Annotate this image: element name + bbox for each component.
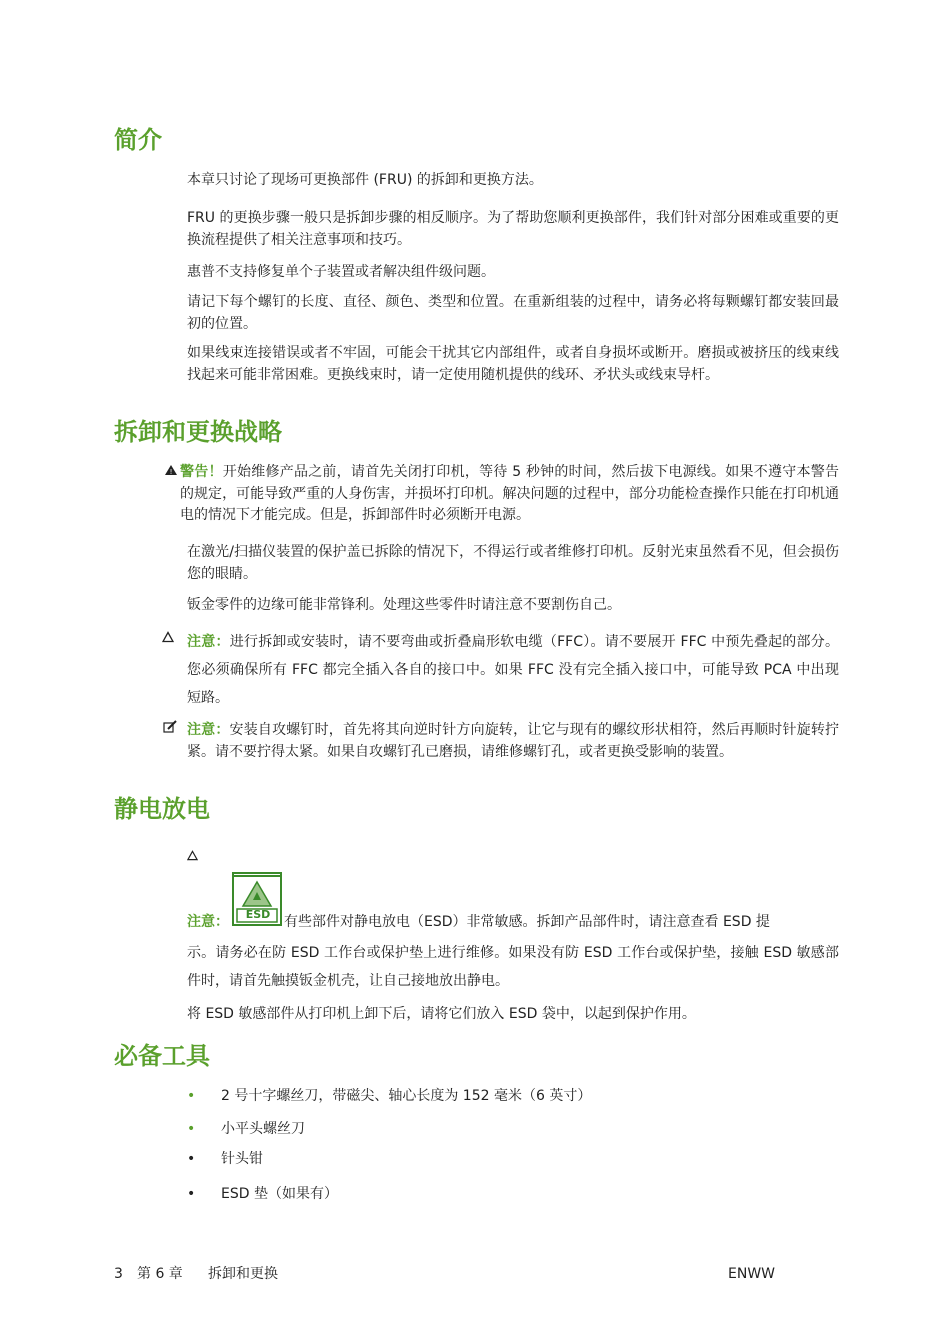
esd-icon [232,872,282,926]
footer-page-number: 3 [114,1266,123,1282]
intro-paragraph-5: 如果线束连接错误或者不牢固，可能会干扰其它内部组件，或者自身损坏或断开。磨损或被挤压的线束线找起来可能非常困难。更换线束时，请一定使用随机提供的线环、矛状头或线束导杆。 [187,345,839,383]
note-screw-block [187,720,839,763]
warning-triangle-icon [164,463,178,483]
section-title-intro: 简介 [114,126,162,154]
caution-triangle-icon [162,630,174,650]
caution-triangle-icon [187,848,198,868]
warning-label: 警告！ [180,464,223,480]
note-label: 注意： [187,722,230,738]
warning-text: 开始维修产品之前，请首先关闭打印机，等待 5 秒钟的时间，然后拔下电源线。如果不遵守本警告的规定，可能导致严重的人身伤害，并损坏打印机。解决问题的过程中，部分功能检查操作只能在打印机通电的情况下才能完成。但是，拆卸部件时必须断开电源。 [180,464,839,523]
section-title-strategy: 拆卸和更换战略 [114,418,282,446]
section-title-tools: 必备工具 [114,1042,210,1070]
bullet-icon: • [187,1088,196,1104]
footer-chapter-title: 拆卸和更换 [208,1266,278,1282]
footer-chapter: 第 6 章 [137,1266,183,1282]
note-text: 安装自攻螺钉时，首先将其向逆时针方向旋转，让它与现有的螺纹形状相符，然后再顺时针旋转拧紧。请不要拧得太紧。如果自攻螺钉孔已磨损，请维修螺钉孔，或者更换受影响的装置。 [187,722,840,760]
note-pencil-icon [163,720,177,741]
svg-text:!: ! [169,468,173,476]
intro-paragraph-3: 惠普不支持修复单个子装置或者解决组件级问题。 [187,264,495,280]
warning-block [180,462,839,527]
bullet-icon: • [187,1121,196,1137]
section-title-esd: 静电放电 [114,795,210,823]
esd-icon-label: ESD [245,908,271,921]
strategy-paragraph-1: 在激光/扫描仪装置的保护盖已拆除的情况下，不得运行或者维修打印机。反射光束虽然看不见，但会损伤您的眼睛。 [187,544,839,582]
intro-paragraph-1: 本章只讨论了现场可更换部件 (FRU) 的拆卸和更换方法。 [187,172,543,188]
caution-text: 进行拆卸或安装时，请不要弯曲或折叠扁形软电缆（FFC）。请不要展开 FFC 中预先叠起的部分。您必须确保所有 FFC 都完全插入各自的接口中。如果 FFC 没有完全插入接口中，可能导致 PCA 中出现短路。 [187,634,840,706]
strategy-paragraph-2: 钣金零件的边缘可能非常锋利。处理这些零件时请注意不要割伤自己。 [187,597,621,613]
intro-paragraph-2: FRU 的更换步骤一般只是拆卸步骤的相反顺序。为了帮助您顺利更换部件，我们针对部分困难或重要的更换流程提供了相关注意事项和技巧。 [187,210,839,248]
esd-caution-line1: 有些部件对静电放电（ESD）非常敏感。拆卸产品部件时，请注意查看 ESD 提 [284,914,770,930]
caution-label: 注意： [187,634,230,650]
bullet-icon: • [187,1151,196,1167]
esd-paragraph-1: 将 ESD 敏感部件从打印机上卸下后，请将它们放入 ESD 袋中，以起到保护作用。 [187,1006,696,1022]
footer-right-label: ENWW [728,1266,776,1282]
caution-ffc-block [187,628,839,712]
esd-caution-label: 注意： [187,914,229,930]
bullet-icon: • [187,1186,196,1202]
intro-paragraph-4: 请记下每个螺钉的长度、直径、颜色、类型和位置。在重新组装的过程中，请务必将每颗螺钉都安装回最初的位置。 [187,294,839,332]
esd-caution-rest: 示。请务必在防 ESD 工作台或保护垫上进行维修。如果没有防 ESD 工作台或保护垫，接触 ESD 敏感部件时，请首先触摸钣金机壳，让自己接地放出静电。 [187,945,839,989]
